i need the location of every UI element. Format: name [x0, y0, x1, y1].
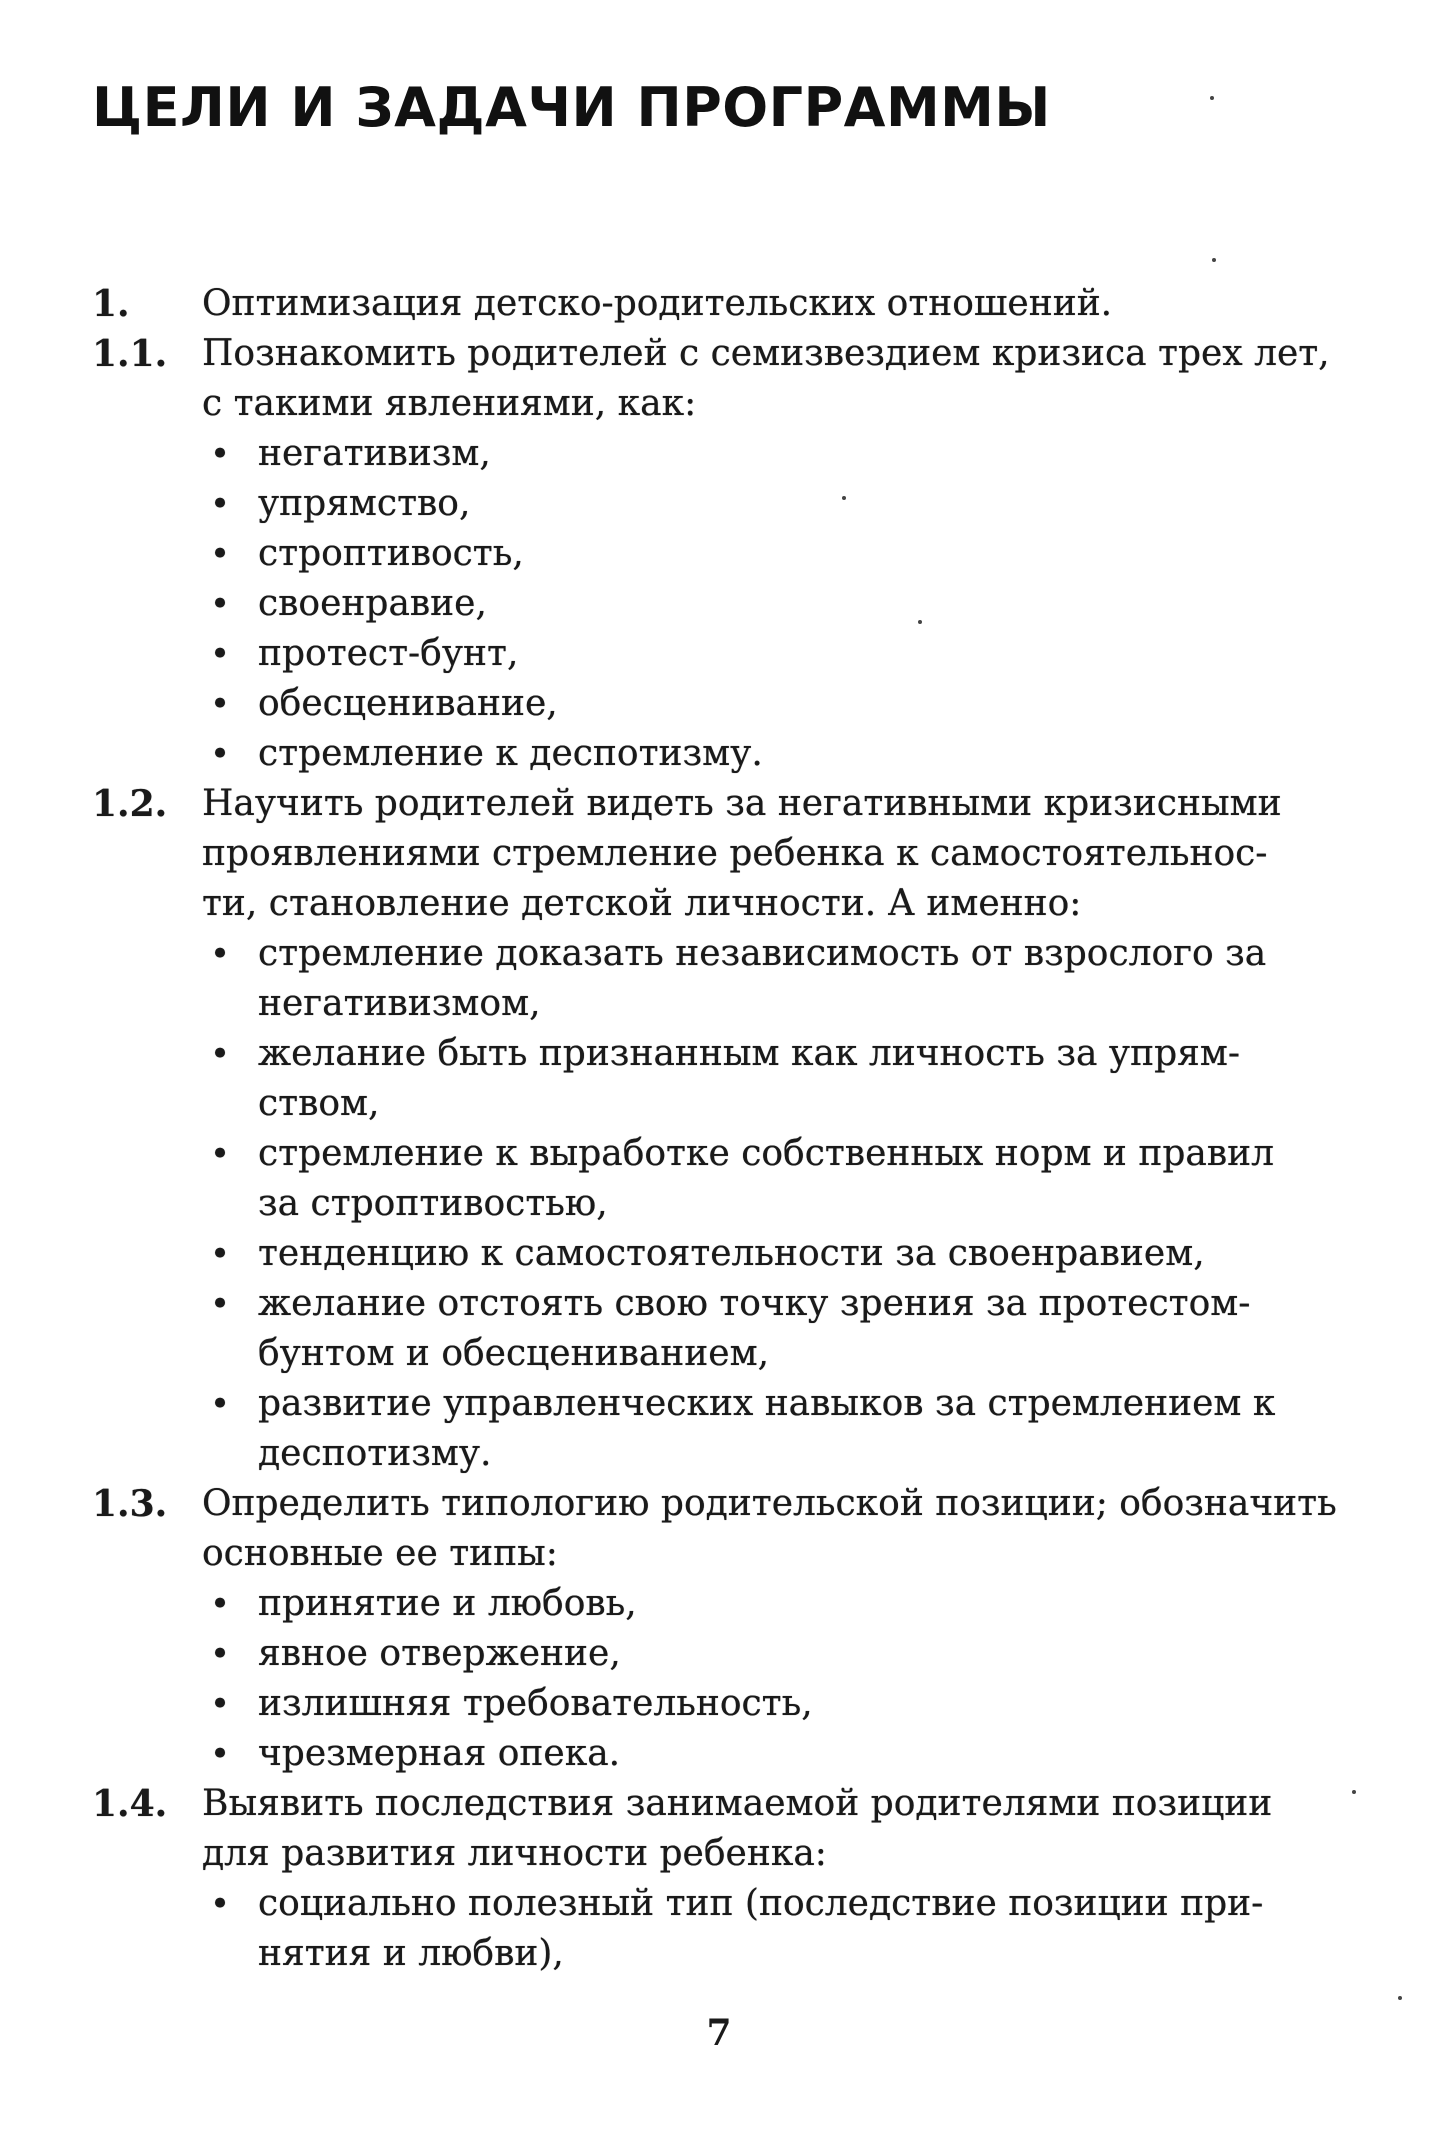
bullet-text-line: упрямство, — [258, 483, 471, 524]
program-item — [92, 329, 1354, 779]
page-title: ЦЕЛИ И ЗАДАЧИ ПРОГРАММЫ — [92, 76, 1051, 139]
bullet-item — [202, 1229, 1354, 1279]
item-text-line: Определить типологию родительской позиции; обозначить — [202, 1483, 1337, 1524]
program-goals-list — [92, 279, 1354, 1979]
bullet-item — [202, 1379, 1354, 1479]
program-item — [92, 279, 1354, 329]
bullet-icon: • — [210, 1284, 231, 1324]
bullet-item — [202, 429, 1354, 479]
item-text-line: Научить родителей видеть за негативными кризисными — [202, 783, 1282, 824]
bullet-text-line: негативизмом, — [258, 983, 541, 1024]
item-text-line: с такими явлениями, как: — [202, 383, 697, 424]
bullet-text-line: желание быть признанным как личность за упрям- — [258, 1033, 1240, 1074]
bullet-text-line: нятия и любви), — [258, 1933, 564, 1974]
bullet-icon: • — [210, 734, 231, 774]
program-item — [92, 1479, 1354, 1779]
bullet-item — [202, 1679, 1354, 1729]
bullet-text-line: стремление к выработке собственных норм и правил — [258, 1133, 1274, 1174]
scan-speck — [1212, 258, 1216, 262]
bullet-item — [202, 1729, 1354, 1779]
item-text-line: основные ее типы: — [202, 1533, 558, 1574]
scan-speck — [1352, 1790, 1356, 1794]
bullet-item — [202, 529, 1354, 579]
scan-speck — [1210, 96, 1214, 100]
bullet-text-line: стремление к деспотизму. — [258, 733, 763, 774]
bullet-icon: • — [210, 1134, 231, 1174]
bullet-text-line: принятие и любовь, — [258, 1583, 637, 1624]
bullet-icon: • — [210, 534, 231, 574]
bullet-text-line: чрезмерная опека. — [258, 1733, 621, 1774]
bullet-icon: • — [210, 1234, 231, 1274]
bullet-item — [202, 1579, 1354, 1629]
program-item — [92, 779, 1354, 1479]
bullet-text-line: ством, — [258, 1083, 380, 1124]
bullet-icon: • — [210, 1884, 231, 1924]
program-item — [92, 1779, 1354, 1979]
scan-speck — [918, 620, 922, 624]
bullet-icon: • — [210, 484, 231, 524]
bullet-text-line: протест-бунт, — [258, 633, 519, 674]
item-text-line: для развития личности ребенка: — [202, 1833, 827, 1874]
bullet-item — [202, 1029, 1354, 1129]
scan-speck — [842, 496, 846, 500]
scan-speck — [1398, 1996, 1402, 2000]
bullet-text-line: явное отвержение, — [258, 1633, 621, 1674]
bullet-list — [202, 1579, 1354, 1779]
bullet-icon: • — [210, 1684, 231, 1724]
bullet-icon: • — [210, 1584, 231, 1624]
bullet-text-line: желание отстоять свою точку зрения за протестом- — [258, 1283, 1251, 1324]
bullet-text-line: стремление доказать независимость от взрослого за — [258, 933, 1267, 974]
bullet-icon: • — [210, 1734, 231, 1774]
bullet-icon: • — [210, 684, 231, 724]
bullet-item — [202, 579, 1354, 629]
bullet-item — [202, 479, 1354, 529]
page-number: 7 — [706, 2012, 732, 2054]
bullet-item — [202, 679, 1354, 729]
bullet-text-line: излишняя требовательность, — [258, 1683, 813, 1724]
bullet-item — [202, 729, 1354, 779]
bullet-item — [202, 1629, 1354, 1679]
bullet-icon: • — [210, 1384, 231, 1424]
bullet-text-line: обесценивание, — [258, 683, 558, 724]
bullet-text-line: развитие управленческих навыков за стремлением к — [258, 1383, 1276, 1424]
item-text-line: ти, становление детской личности. А именно: — [202, 883, 1082, 924]
bullet-list — [202, 429, 1354, 779]
bullet-item — [202, 929, 1354, 1029]
item-text-line: Оптимизация детско-родительских отношений. — [202, 283, 1113, 324]
bullet-icon: • — [210, 1634, 231, 1674]
bullet-list — [202, 929, 1354, 1479]
bullet-item — [202, 629, 1354, 679]
item-text-line: Познакомить родителей с семизвездием кризиса трех лет, — [202, 333, 1330, 374]
bullet-text-line: бунтом и обесцениванием, — [258, 1333, 770, 1374]
item-number: 1.1. — [92, 333, 168, 375]
bullet-text-line: своенравие, — [258, 583, 487, 624]
bullet-text-line: тенденцию к самостоятельности за своенравием, — [258, 1233, 1205, 1274]
bullet-list — [202, 1879, 1354, 1979]
bullet-text-line: строптивость, — [258, 533, 524, 574]
bullet-item — [202, 1129, 1354, 1229]
bullet-icon: • — [210, 634, 231, 674]
bullet-text-line: за строптивостью, — [258, 1183, 608, 1224]
bullet-icon: • — [210, 934, 231, 974]
item-text-line: проявлениями стремление ребенка к самостоятельнос- — [202, 833, 1268, 874]
bullet-icon: • — [210, 434, 231, 474]
bullet-text-line: деспотизму. — [258, 1433, 492, 1474]
bullet-icon: • — [210, 1034, 231, 1074]
item-number: 1.2. — [92, 783, 168, 825]
bullet-item — [202, 1279, 1354, 1379]
bullet-text-line: негативизм, — [258, 433, 491, 474]
item-text-line: Выявить последствия занимаемой родителями позиции — [202, 1783, 1273, 1824]
bullet-text-line: социально полезный тип (последствие позиции при- — [258, 1883, 1264, 1924]
bullet-icon: • — [210, 584, 231, 624]
item-number: 1.3. — [92, 1483, 168, 1525]
bullet-item — [202, 1879, 1354, 1979]
item-number: 1.4. — [92, 1783, 168, 1825]
item-number: 1. — [92, 283, 130, 325]
